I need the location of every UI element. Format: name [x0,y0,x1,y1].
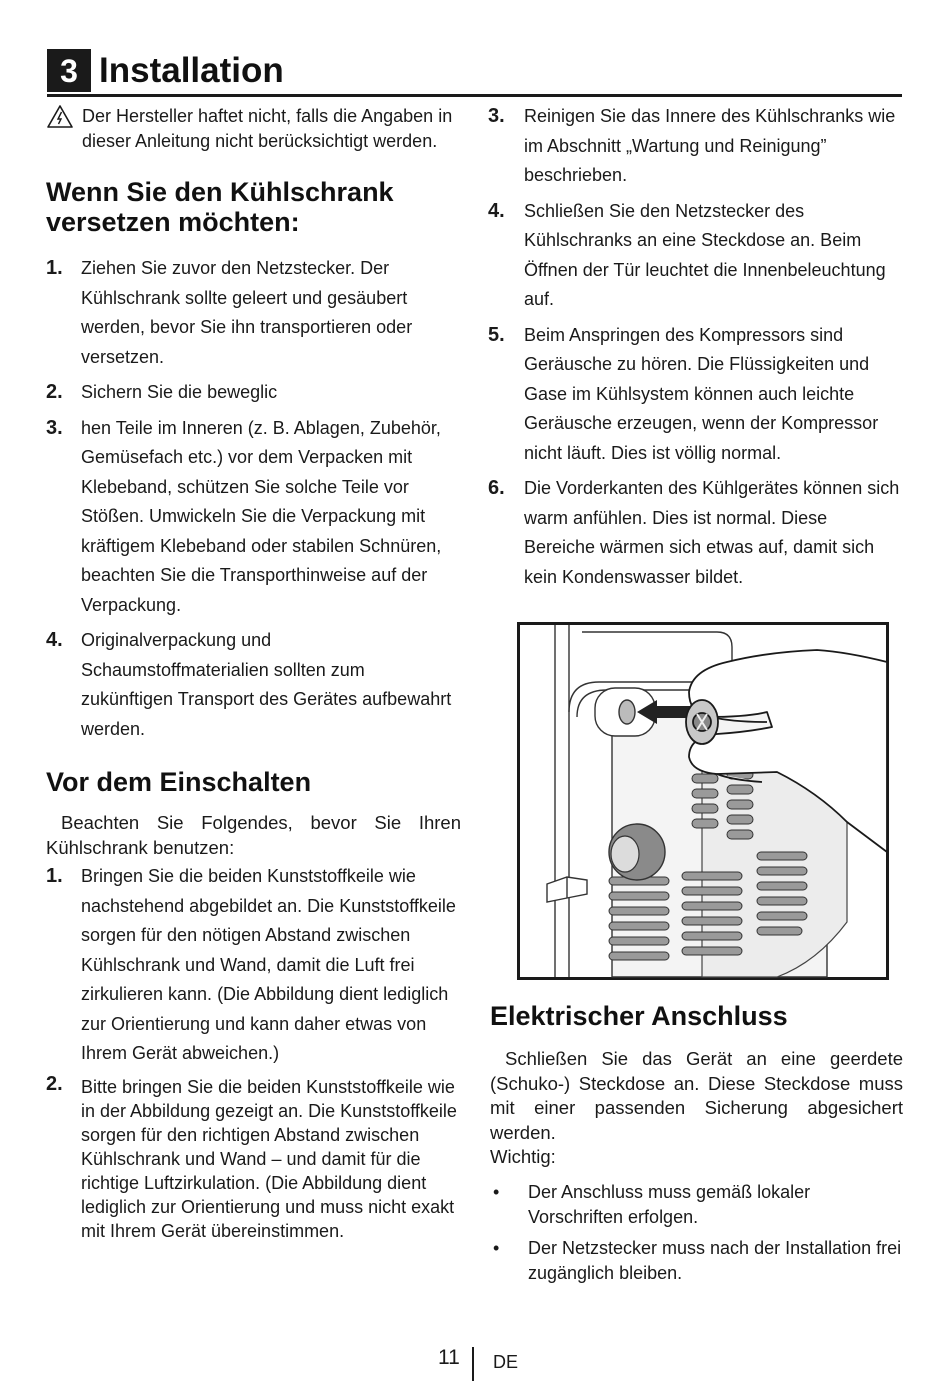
item-number: 4. [46,629,63,651]
item-number: 2. [46,1072,63,1095]
item-text: Originalverpackung und Schaumstoffmaterialien sollten zum zukünftigen Transport des Gerätes aufbewahrt werden. [81,630,452,739]
list-item [46,1072,461,1243]
left-column [46,104,461,1249]
footer-divider [472,1347,474,1381]
bullet-dot-icon: • [493,1237,500,1258]
heading-elektrisch: Elektrischer Anschluss [490,1001,788,1031]
item-text: Die Vorderkanten des Kühlgerätes können sich warm anfühlen. Dies ist normal. Diese Bereiche wärmen sich etwas auf, damit sich kein Kondenswasser bildet. [524,478,900,587]
list-item [46,414,461,621]
item-number: 6. [488,477,505,499]
item-number: 1. [46,865,63,887]
item-number: 1. [46,257,63,279]
section-elektrisch [490,1001,903,1292]
language-code: DE [493,1352,519,1372]
item-text: Reinigen Sie das Innere des Kühlschranks wie im Abschnitt „Wartung und Reinigung” beschrieben. [524,106,896,185]
list-item [488,102,903,191]
warning-note [46,104,461,154]
item-number: 5. [488,323,505,346]
page-number: 11 [438,1346,460,1369]
item-text: Sichern Sie die beweglic [81,382,278,402]
section-number: 3 [47,49,91,92]
list-item [488,474,903,592]
list-einschalten [46,862,461,1243]
item-number: 2. [46,381,63,403]
list-versetzen [46,254,461,744]
list-continued [488,102,903,592]
list-item [488,197,903,315]
item-text: Bitte bringen Sie die beiden Kunststoffkeile wie in der Abbildung gezeigt an. Die Kunststoffkeile sorgen für den richtigen Abstand zwischen Kühlschrank und Wand – und damit für die richtige Luftzirkulation. (Die Abbildung dient lediglich zur Orientierung und muss nicht exakt mit Ihrem Gerät übereinstimmen. [81,1076,457,1241]
list-item [46,626,461,744]
important-label: Wichtig: [490,1146,556,1167]
section-header [47,49,902,97]
item-number: 3. [46,416,63,439]
bullet-text: Der Anschluss muss gemäß lokaler Vorschriften erfolgen. [528,1181,811,1227]
list-item [46,862,461,1069]
item-text: Bringen Sie die beiden Kunststoffkeile wie nachstehend abgebildet an. Die Kunststoffkeile sorgen für den nötigen Abstand zwischen Kühlschrank und Wand, damit die Luft frei zirkulieren kann. (Die Abbildung dient lediglich zur Orientierung und kann daher etwas von Ihrem Gerät abweichen.) [81,866,456,1063]
item-text: Beim Anspringen des Kompressors sind Geräusche zu hören. Die Flüssigkeiten und Gase im Kühlsystem können auch leichte Geräusche erzeugen, wenn der Kompressor nicht läuft. Dies ist völlig normal. [524,324,879,463]
item-number: 4. [488,199,505,222]
list-item [46,254,461,372]
list-item [46,378,461,408]
section-title: Installation [99,51,284,90]
warning-triangle-icon [46,104,74,129]
intro-einschalten: Beachten Sie Folgendes, bevor Sie Ihren Kühlschrank benutzen: [46,812,461,858]
bullet-item [490,1180,903,1230]
item-text: Ziehen Sie zuvor den Netzstecker. Der Kühlschrank sollte geleert und gesäubert werden, bevor Sie ihn transportieren oder versetzen. [81,258,413,367]
spacer-wedge [609,824,665,880]
heading-einschalten: Vor dem Einschalten [46,767,312,797]
heading-versetzen: Wenn Sie den Kühlschrank versetzen möchten: [46,177,394,237]
item-number: 3. [488,105,505,127]
right-column [488,104,903,598]
page-footer [0,1344,950,1384]
item-text: Schließen Sie den Netzstecker des Kühlschranks an eine Steckdose an. Beim Öffnen der Tür leuchtet die Innenbeleuchtung auf. [524,200,886,309]
bullet-list [490,1180,903,1286]
list-item [488,321,903,469]
bullet-item [490,1236,903,1286]
bullet-text: Der Netzstecker muss nach der Installation frei zugänglich bleiben. [528,1237,902,1283]
intro-elektrisch: Schließen Sie das Gerät an eine geerdete (Schuko-) Steckdose an. Diese Steckdose muss mit einer passenden Sicherung abgesichert werden. [490,1048,903,1143]
installation-illustration [517,622,889,980]
item-text: hen Teile im Inneren (z. B. Ablagen, Zubehör, Gemüsefach etc.) vor dem Verpacken mit Klebeband, schützen Sie solche Teile vor Stößen. Umwickeln Sie die Verpackung mit kräftigem Klebeband oder stabilen Schnüren, beachten Sie die Transporthinweise auf der Verpackung. [81,417,442,615]
warning-text: Der Hersteller haftet nicht, falls die Angaben in dieser Anleitung nicht berücksichtigt werden. [82,106,453,151]
bullet-dot-icon: • [493,1181,500,1202]
